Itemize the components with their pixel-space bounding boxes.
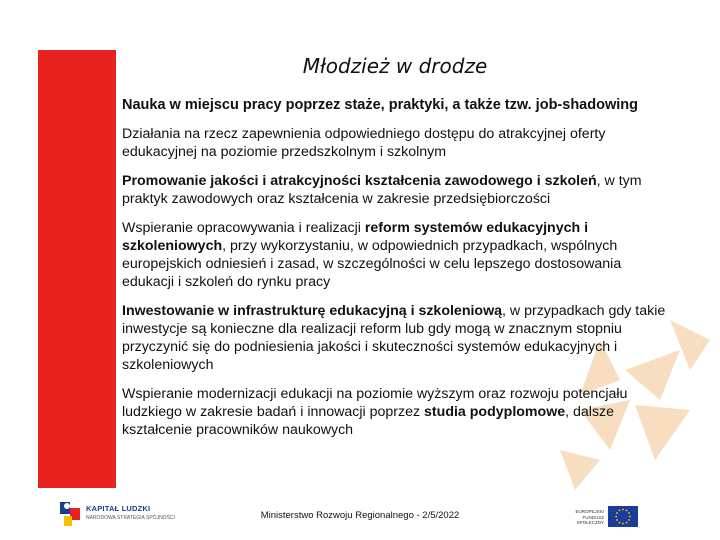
paragraph-text: Wspieranie opracowywania i realizacji xyxy=(122,220,365,236)
logo-title: KAPITAŁ LUDZKI xyxy=(86,504,151,513)
bold-phrase: reform systemów edukacyjnych i szkoleniowych xyxy=(122,220,589,254)
paragraph-vocational-quality xyxy=(122,172,670,208)
eu-fund-logo xyxy=(560,504,642,530)
paragraph-higher-education xyxy=(122,385,670,439)
content-body xyxy=(122,96,670,450)
logo-subtitle: NARODOWA STRATEGIA SPÓJNOŚCI xyxy=(86,515,175,521)
eu-flag-icon xyxy=(608,506,638,527)
paragraph-job-shadowing: Nauka w miejscu pracy poprzez staże, praktyki, a także tzw. job-shadowing xyxy=(122,97,638,113)
paragraph-system-reforms xyxy=(122,219,670,291)
paragraph-infrastructure xyxy=(122,302,670,374)
bold-phrase: Inwestowanie w infrastrukturę edukacyjną i szkoleniową xyxy=(122,303,503,319)
paragraph-text: , dalsze kształcenie pracowników naukowych xyxy=(122,404,615,438)
paragraph-text: , w tym praktyk zawodowych oraz kształcenia w zakresie przedsiębiorczości xyxy=(122,173,642,207)
paragraph-text: , w przypadkach gdy takie inwestycje są konieczne dla realizacji reform lub gdy mogą w znacznym stopniu przyczynić się do podniesienia jakości i skuteczności systemów edukacyjnych i szkoleniowych xyxy=(122,303,666,373)
accent-red-bar xyxy=(38,50,116,488)
eu-fund-label: EUROPEJSKI FUNDUSZ SPOŁECZNY xyxy=(575,509,604,525)
paragraph-text: , przy wykorzystaniu, w odpowiednich przypadkach, wspólnych europejskich odniesień i zasad, w szczególności w celu lepszego dostosowania edukacji i szkoleń do rynku pracy xyxy=(122,238,622,290)
page-title: Młodzież w drodze xyxy=(302,54,488,78)
bold-phrase: Promowanie jakości i atrakcyjności kształcenia zawodowego i szkoleń xyxy=(122,173,597,189)
paragraph-text: Wspieranie modernizacji edukacji na poziomie wyższym oraz rozwoju potencjału ludzkiego w zakresie badań i innowacji poprzez xyxy=(122,386,628,420)
paragraph-preschool-education: Działania na rzecz zapewnienia odpowiedniego dostępu do atrakcyjnej oferty edukacyjnej na poziomie przedszkolnym i szkolnym xyxy=(122,126,606,160)
footer-text: Ministerstwo Rozwoju Regionalnego - 2/5/2022 xyxy=(260,510,460,521)
bold-phrase: studia podyplomowe xyxy=(424,404,566,420)
